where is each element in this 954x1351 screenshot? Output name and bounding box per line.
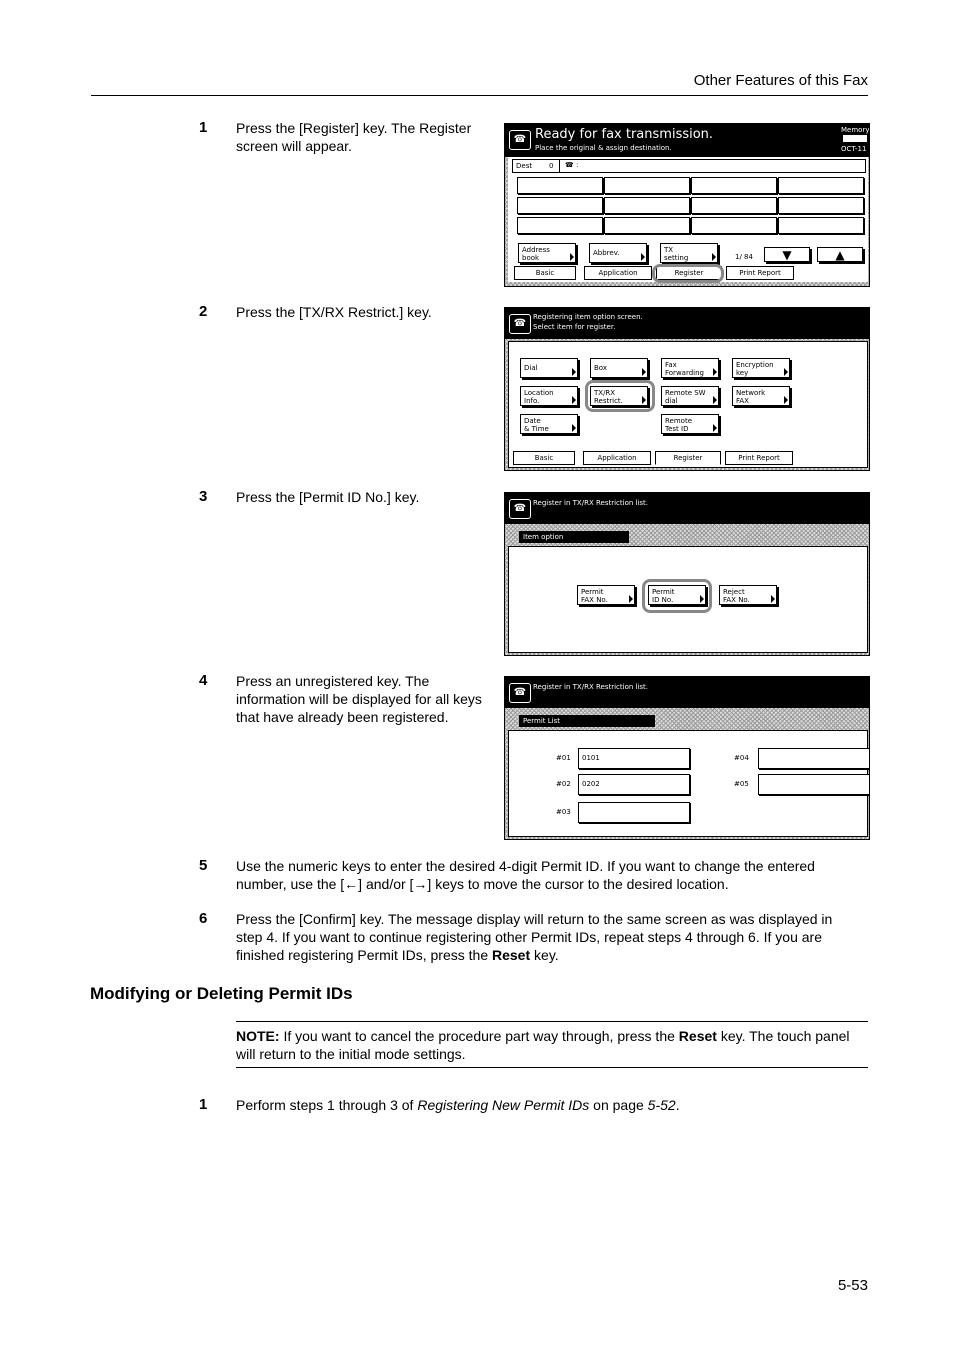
- one-touch-key[interactable]: [691, 197, 777, 214]
- address-book-button[interactable]: Address book: [518, 243, 576, 263]
- one-touch-key[interactable]: [604, 177, 690, 194]
- screen-title-bar: [505, 493, 869, 524]
- screen-title: Registering item option screen.: [533, 313, 643, 321]
- note-text: NOTE: If you want to cancel the procedure part way through, press the Reset key. The touch panel will return to the initial mode settings.: [236, 1028, 850, 1062]
- entry-value: 0101: [582, 754, 600, 762]
- tab-basic[interactable]: Basic: [514, 266, 576, 280]
- screen-title-bar: [505, 308, 869, 339]
- reset-key-name: Reset: [678, 1028, 717, 1044]
- permit-entry-field[interactable]: [758, 774, 870, 795]
- screen-subtitle: Select item for register.: [533, 323, 616, 331]
- tab-application[interactable]: Application: [584, 266, 652, 280]
- one-touch-key[interactable]: [517, 217, 603, 234]
- one-touch-key[interactable]: [778, 197, 864, 214]
- memory-label: Memory: [841, 126, 869, 134]
- step-text: Perform steps 1 through 3 of Registering New Permit IDs on page 5-52.: [236, 1097, 680, 1113]
- remote-test-id-key[interactable]: Remote Test ID: [661, 414, 719, 434]
- fax-icon: ☎: [509, 683, 531, 703]
- encryption-key-key[interactable]: Encryption key: [732, 358, 790, 378]
- location-info-key[interactable]: Location Info.: [520, 386, 578, 406]
- permit-id-highlight: [642, 579, 712, 613]
- screen-body: [508, 546, 868, 653]
- section-label: Permit List: [519, 715, 655, 727]
- running-header: Other Features of this Fax: [693, 72, 868, 89]
- tab-register[interactable]: Register: [656, 266, 722, 280]
- screen-body: [508, 730, 868, 837]
- step-text: Press an unregistered key. The information will be displayed for all keys that have already been registered.: [236, 673, 482, 725]
- step-number: 6: [199, 910, 208, 927]
- phone-icon: ☎ :: [565, 161, 579, 169]
- screen-title-bar: [505, 124, 869, 157]
- scroll-down-button[interactable]: ▼: [764, 247, 810, 262]
- permit-entry-field[interactable]: [578, 774, 690, 795]
- fax-icon: ☎: [509, 499, 531, 519]
- permit-id-no-key[interactable]: Permit ID No.: [648, 585, 706, 605]
- note-rule-bottom: [236, 1067, 868, 1068]
- step-text: Press the [TX/RX Restrict.] key.: [236, 304, 432, 320]
- step-number: 5: [199, 857, 208, 874]
- fax-icon: ☎: [509, 314, 531, 334]
- one-touch-key[interactable]: [691, 177, 777, 194]
- reject-fax-no-key[interactable]: Reject FAX No.: [719, 585, 777, 605]
- tab-print-report[interactable]: Print Report: [726, 266, 794, 280]
- dest-count: 0: [549, 162, 554, 170]
- screen-body: [508, 157, 868, 282]
- dial-key[interactable]: Dial: [520, 358, 578, 378]
- header-rule: [91, 95, 868, 96]
- step-text: Press the [Confirm] key. The message display will return to the same screen as was displayed in step 4. If you want to continue registering other Permit IDs, repeat steps 4 through 6. If you are finished registering Permit IDs, press the Reset key.: [236, 911, 833, 963]
- cross-reference-page[interactable]: 5-52: [647, 1097, 676, 1113]
- step-number: 1: [199, 1096, 208, 1113]
- screen-title: Register in TX/RX Restriction list.: [533, 499, 649, 507]
- tx-rx-restrict-highlight: [585, 380, 655, 412]
- screen-title: Register in TX/RX Restriction list.: [533, 683, 649, 691]
- box-key[interactable]: Box: [590, 358, 648, 378]
- entry-label: #01: [556, 754, 571, 762]
- restriction-list-screen-panel: [504, 492, 870, 656]
- screen-body: [508, 341, 868, 468]
- one-touch-key[interactable]: [778, 177, 864, 194]
- cross-reference-title[interactable]: Registering New Permit IDs: [417, 1097, 590, 1113]
- step-text: Press the [Permit ID No.] key.: [236, 489, 420, 505]
- one-touch-key[interactable]: [778, 217, 864, 234]
- tab-basic[interactable]: Basic: [513, 451, 575, 465]
- step-text: Press the [Register] key. The Register screen will appear.: [236, 120, 472, 154]
- entry-label: #03: [556, 808, 571, 816]
- entry-value: 0202: [582, 780, 600, 788]
- reset-key-name: Reset: [492, 947, 531, 963]
- dest-label: Dest: [516, 162, 533, 170]
- permit-entry-field[interactable]: [578, 748, 690, 769]
- screen-title-bar: [505, 677, 869, 708]
- fax-icon: ☎: [509, 130, 531, 150]
- note-rule-top: [236, 1021, 868, 1022]
- permit-fax-no-key[interactable]: Permit FAX No.: [577, 585, 635, 605]
- step-number: 3: [199, 488, 208, 505]
- note-label: NOTE:: [236, 1028, 280, 1044]
- abbrev-button[interactable]: Abbrev.: [589, 243, 647, 263]
- entry-label: #04: [734, 754, 749, 762]
- permit-entry-field[interactable]: [758, 748, 870, 769]
- one-touch-key[interactable]: [517, 177, 603, 194]
- tab-print-report[interactable]: Print Report: [725, 451, 793, 465]
- date-time-key[interactable]: Date & Time: [520, 414, 578, 434]
- page-indicator: 1/ 84: [735, 253, 753, 261]
- one-touch-key[interactable]: [604, 217, 690, 234]
- register-tab-highlight: [652, 264, 724, 283]
- dest-divider: [559, 160, 560, 172]
- remote-sw-dial-key[interactable]: Remote SW dial: [661, 386, 719, 406]
- screen-title: Ready for fax transmission.: [535, 127, 714, 142]
- tx-setting-button[interactable]: TX setting: [660, 243, 718, 263]
- destination-bar: [512, 159, 866, 173]
- step-number: 2: [199, 303, 208, 320]
- permit-list-screen-panel: [504, 676, 870, 840]
- one-touch-key[interactable]: [604, 197, 690, 214]
- date-label: OCT-11: [841, 145, 867, 153]
- screen-subtitle: Place the original & assign destination.: [535, 144, 672, 152]
- step-number: 4: [199, 672, 208, 689]
- register-screen-panel: [504, 123, 870, 287]
- scroll-up-button[interactable]: ▲: [817, 247, 863, 262]
- step-number: 1: [199, 119, 208, 136]
- entry-label: #05: [734, 780, 749, 788]
- page-number: 5-53: [837, 1277, 868, 1294]
- one-touch-key[interactable]: [517, 197, 603, 214]
- permit-entry-field[interactable]: [578, 802, 690, 823]
- section-heading: Modifying or Deleting Permit IDs: [90, 984, 353, 1003]
- section-label: Item option: [519, 531, 629, 543]
- fax-forwarding-key[interactable]: Fax Forwarding: [661, 358, 719, 378]
- network-fax-key[interactable]: Network FAX: [732, 386, 790, 406]
- entry-label: #02: [556, 780, 571, 788]
- tx-rx-restrict-key[interactable]: TX/RX Restrict.: [590, 386, 648, 406]
- register-item-screen-panel: [504, 307, 870, 471]
- memory-gauge: [843, 135, 867, 142]
- step-text: Use the numeric keys to enter the desired 4-digit Permit ID. If you want to change the entered number, use the [←] and/or [→] keys to move the cursor to the desired location.: [236, 858, 815, 892]
- tab-application[interactable]: Application: [583, 451, 651, 465]
- one-touch-key[interactable]: [691, 217, 777, 234]
- tab-register[interactable]: Register: [655, 451, 721, 465]
